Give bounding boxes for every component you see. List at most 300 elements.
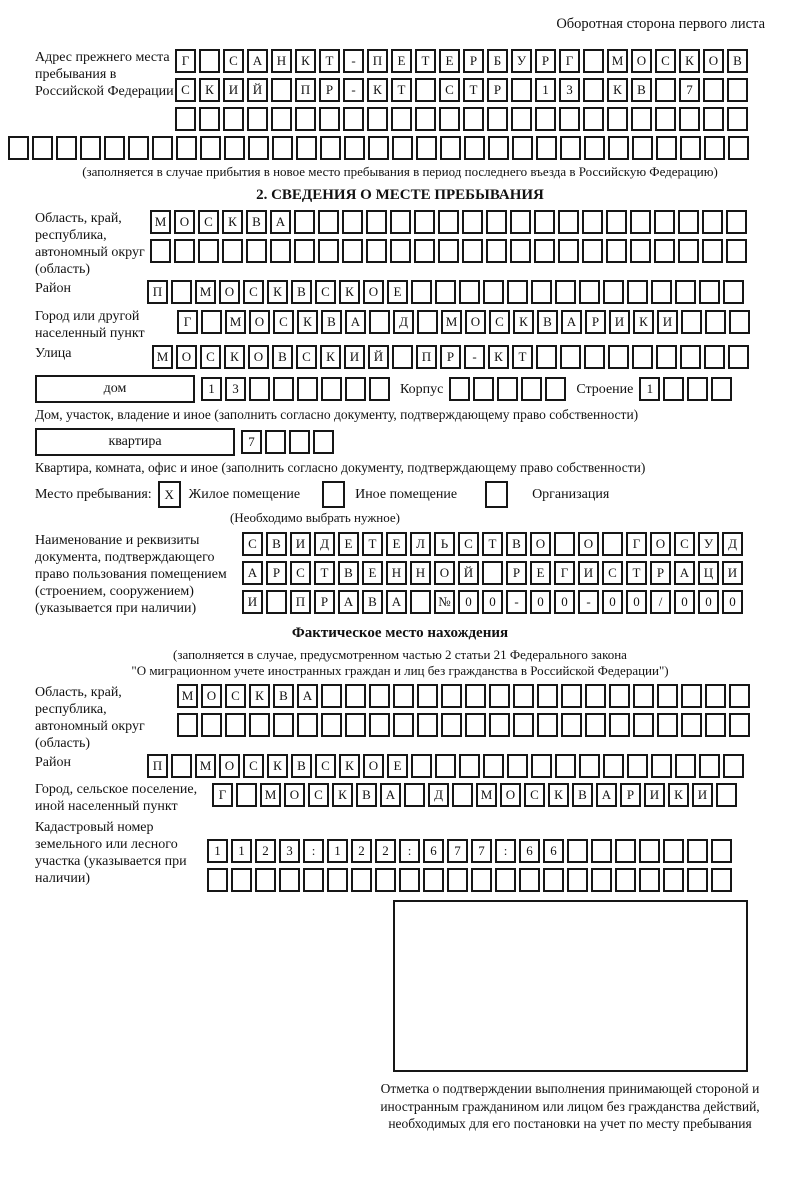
char-cell[interactable]: М <box>476 783 497 807</box>
char-cell[interactable]: В <box>272 345 293 369</box>
char-cell[interactable] <box>582 210 603 234</box>
char-cell[interactable]: С <box>315 280 336 304</box>
char-cell[interactable] <box>8 136 29 160</box>
char-cell[interactable]: Г <box>175 49 196 73</box>
char-cell[interactable] <box>201 310 222 334</box>
char-cell[interactable]: Т <box>314 561 335 585</box>
char-cell[interactable] <box>609 713 630 737</box>
char-cell[interactable] <box>439 107 460 131</box>
char-cell[interactable] <box>657 713 678 737</box>
char-cell[interactable] <box>537 713 558 737</box>
char-cell[interactable] <box>663 377 684 401</box>
char-cell[interactable] <box>175 107 196 131</box>
char-cell[interactable]: - <box>578 590 599 614</box>
char-cell[interactable] <box>536 136 557 160</box>
char-cell[interactable] <box>681 713 702 737</box>
char-cell[interactable]: С <box>296 345 317 369</box>
char-cell[interactable]: О <box>578 532 599 556</box>
char-cell[interactable]: М <box>152 345 173 369</box>
char-cell[interactable] <box>313 430 334 454</box>
char-cell[interactable] <box>201 713 222 737</box>
char-cell[interactable]: В <box>338 561 359 585</box>
char-cell[interactable]: Л <box>410 532 431 556</box>
char-cell[interactable] <box>441 684 462 708</box>
char-cell[interactable]: Е <box>391 49 412 73</box>
char-cell[interactable]: О <box>219 754 240 778</box>
char-cell[interactable] <box>703 78 724 102</box>
char-cell[interactable] <box>630 239 651 263</box>
char-cell[interactable]: Г <box>626 532 647 556</box>
char-cell[interactable] <box>390 239 411 263</box>
stay-option-checkbox-other[interactable] <box>322 481 345 508</box>
char-cell[interactable] <box>497 377 518 401</box>
char-cell[interactable]: И <box>578 561 599 585</box>
char-cell[interactable] <box>152 136 173 160</box>
char-cell[interactable]: С <box>273 310 294 334</box>
char-cell[interactable] <box>345 684 366 708</box>
char-cell[interactable] <box>487 107 508 131</box>
char-cell[interactable]: Р <box>650 561 671 585</box>
char-cell[interactable] <box>591 839 612 863</box>
char-cell[interactable]: И <box>344 345 365 369</box>
char-cell[interactable]: М <box>607 49 628 73</box>
char-cell[interactable]: К <box>297 310 318 334</box>
char-cell[interactable] <box>465 684 486 708</box>
char-cell[interactable]: О <box>530 532 551 556</box>
char-cell[interactable] <box>554 532 575 556</box>
char-cell[interactable]: 0 <box>722 590 743 614</box>
char-cell[interactable] <box>630 210 651 234</box>
char-cell[interactable] <box>249 713 270 737</box>
char-cell[interactable]: К <box>249 684 270 708</box>
char-cell[interactable] <box>567 868 588 892</box>
char-cell[interactable]: К <box>607 78 628 102</box>
char-cell[interactable]: О <box>219 280 240 304</box>
char-cell[interactable] <box>567 839 588 863</box>
char-cell[interactable]: А <box>247 49 268 73</box>
char-cell[interactable] <box>452 783 473 807</box>
char-cell[interactable] <box>231 868 252 892</box>
char-cell[interactable] <box>627 754 648 778</box>
char-cell[interactable] <box>678 239 699 263</box>
char-cell[interactable] <box>463 107 484 131</box>
char-cell[interactable]: 6 <box>543 839 564 863</box>
char-cell[interactable]: С <box>458 532 479 556</box>
char-cell[interactable]: А <box>270 210 291 234</box>
char-cell[interactable]: И <box>223 78 244 102</box>
char-cell[interactable]: С <box>524 783 545 807</box>
char-cell[interactable] <box>266 590 287 614</box>
char-cell[interactable] <box>199 107 220 131</box>
char-cell[interactable]: К <box>222 210 243 234</box>
char-cell[interactable]: Р <box>620 783 641 807</box>
char-cell[interactable]: Д <box>722 532 743 556</box>
char-cell[interactable]: Й <box>368 345 389 369</box>
char-cell[interactable]: Т <box>512 345 533 369</box>
char-cell[interactable]: О <box>248 345 269 369</box>
char-cell[interactable] <box>631 107 652 131</box>
char-cell[interactable] <box>32 136 53 160</box>
char-cell[interactable] <box>342 239 363 263</box>
char-cell[interactable]: В <box>572 783 593 807</box>
char-cell[interactable]: 7 <box>679 78 700 102</box>
char-cell[interactable] <box>440 136 461 160</box>
char-cell[interactable]: - <box>343 78 364 102</box>
char-cell[interactable]: А <box>338 590 359 614</box>
char-cell[interactable]: 3 <box>279 839 300 863</box>
char-cell[interactable]: К <box>199 78 220 102</box>
char-cell[interactable] <box>392 136 413 160</box>
char-cell[interactable] <box>128 136 149 160</box>
char-cell[interactable] <box>399 868 420 892</box>
char-cell[interactable] <box>654 210 675 234</box>
char-cell[interactable] <box>555 280 576 304</box>
char-cell[interactable] <box>585 684 606 708</box>
char-cell[interactable] <box>591 868 612 892</box>
char-cell[interactable] <box>320 136 341 160</box>
char-cell[interactable] <box>679 107 700 131</box>
char-cell[interactable]: 2 <box>351 839 372 863</box>
char-cell[interactable] <box>608 345 629 369</box>
char-cell[interactable] <box>369 713 390 737</box>
char-cell[interactable]: А <box>297 684 318 708</box>
char-cell[interactable]: С <box>175 78 196 102</box>
char-cell[interactable]: И <box>290 532 311 556</box>
char-cell[interactable]: А <box>345 310 366 334</box>
char-cell[interactable]: Т <box>362 532 383 556</box>
char-cell[interactable] <box>366 239 387 263</box>
char-cell[interactable]: К <box>267 754 288 778</box>
char-cell[interactable]: М <box>441 310 462 334</box>
char-cell[interactable] <box>224 136 245 160</box>
char-cell[interactable] <box>728 345 749 369</box>
char-cell[interactable]: С <box>200 345 221 369</box>
char-cell[interactable] <box>521 377 542 401</box>
char-cell[interactable] <box>414 239 435 263</box>
char-cell[interactable] <box>176 136 197 160</box>
char-cell[interactable]: В <box>362 590 383 614</box>
char-cell[interactable]: : <box>303 839 324 863</box>
char-cell[interactable] <box>656 345 677 369</box>
char-cell[interactable]: С <box>242 532 263 556</box>
char-cell[interactable]: : <box>495 839 516 863</box>
char-cell[interactable] <box>579 280 600 304</box>
char-cell[interactable]: 2 <box>255 839 276 863</box>
char-cell[interactable]: О <box>174 210 195 234</box>
char-cell[interactable] <box>495 868 516 892</box>
char-cell[interactable]: Д <box>428 783 449 807</box>
char-cell[interactable] <box>369 684 390 708</box>
char-cell[interactable] <box>639 868 660 892</box>
char-cell[interactable]: П <box>147 280 168 304</box>
char-cell[interactable] <box>728 136 749 160</box>
char-cell[interactable] <box>560 345 581 369</box>
char-cell[interactable] <box>435 280 456 304</box>
char-cell[interactable] <box>639 839 660 863</box>
char-cell[interactable] <box>321 684 342 708</box>
char-cell[interactable]: С <box>308 783 329 807</box>
char-cell[interactable] <box>223 107 244 131</box>
char-cell[interactable] <box>473 377 494 401</box>
char-cell[interactable] <box>294 210 315 234</box>
char-cell[interactable]: 1 <box>327 839 348 863</box>
char-cell[interactable] <box>207 868 228 892</box>
char-cell[interactable] <box>602 532 623 556</box>
char-cell[interactable] <box>404 783 425 807</box>
char-cell[interactable]: Г <box>559 49 580 73</box>
char-cell[interactable] <box>435 754 456 778</box>
char-cell[interactable] <box>449 377 470 401</box>
char-cell[interactable] <box>198 239 219 263</box>
char-cell[interactable]: Е <box>338 532 359 556</box>
char-cell[interactable]: Н <box>271 49 292 73</box>
char-cell[interactable] <box>289 430 310 454</box>
char-cell[interactable]: Т <box>415 49 436 73</box>
char-cell[interactable] <box>265 430 286 454</box>
char-cell[interactable]: О <box>284 783 305 807</box>
char-cell[interactable] <box>606 239 627 263</box>
char-cell[interactable]: К <box>367 78 388 102</box>
char-cell[interactable] <box>606 210 627 234</box>
char-cell[interactable] <box>558 210 579 234</box>
char-cell[interactable] <box>375 868 396 892</box>
char-cell[interactable]: - <box>464 345 485 369</box>
char-cell[interactable] <box>727 78 748 102</box>
char-cell[interactable] <box>368 136 389 160</box>
char-cell[interactable] <box>344 136 365 160</box>
char-cell[interactable] <box>723 754 744 778</box>
char-cell[interactable]: С <box>315 754 336 778</box>
char-cell[interactable] <box>656 136 677 160</box>
char-cell[interactable] <box>486 210 507 234</box>
char-cell[interactable]: Е <box>439 49 460 73</box>
char-cell[interactable] <box>150 239 171 263</box>
char-cell[interactable] <box>534 210 555 234</box>
char-cell[interactable] <box>489 684 510 708</box>
char-cell[interactable] <box>410 590 431 614</box>
char-cell[interactable]: Т <box>319 49 340 73</box>
char-cell[interactable]: 0 <box>530 590 551 614</box>
char-cell[interactable] <box>273 713 294 737</box>
char-cell[interactable]: К <box>488 345 509 369</box>
char-cell[interactable] <box>411 280 432 304</box>
char-cell[interactable]: Р <box>535 49 556 73</box>
char-cell[interactable] <box>174 239 195 263</box>
char-cell[interactable] <box>366 210 387 234</box>
char-cell[interactable]: Е <box>362 561 383 585</box>
char-cell[interactable] <box>555 754 576 778</box>
char-cell[interactable] <box>675 280 696 304</box>
char-cell[interactable]: В <box>246 210 267 234</box>
char-cell[interactable]: К <box>633 310 654 334</box>
char-cell[interactable] <box>558 239 579 263</box>
char-cell[interactable] <box>583 78 604 102</box>
char-cell[interactable] <box>327 868 348 892</box>
char-cell[interactable] <box>711 868 732 892</box>
char-cell[interactable] <box>417 713 438 737</box>
char-cell[interactable]: Р <box>487 78 508 102</box>
char-cell[interactable] <box>729 310 750 334</box>
char-cell[interactable]: Й <box>247 78 268 102</box>
char-cell[interactable] <box>633 713 654 737</box>
char-cell[interactable] <box>561 684 582 708</box>
char-cell[interactable] <box>702 210 723 234</box>
char-cell[interactable]: В <box>631 78 652 102</box>
char-cell[interactable] <box>678 210 699 234</box>
char-cell[interactable] <box>603 754 624 778</box>
char-cell[interactable]: К <box>224 345 245 369</box>
char-cell[interactable]: В <box>321 310 342 334</box>
char-cell[interactable] <box>249 377 270 401</box>
char-cell[interactable]: А <box>386 590 407 614</box>
char-cell[interactable] <box>462 239 483 263</box>
char-cell[interactable] <box>342 210 363 234</box>
char-cell[interactable] <box>535 107 556 131</box>
char-cell[interactable] <box>603 280 624 304</box>
char-cell[interactable]: 0 <box>626 590 647 614</box>
char-cell[interactable] <box>390 210 411 234</box>
char-cell[interactable] <box>582 239 603 263</box>
char-cell[interactable] <box>559 107 580 131</box>
char-cell[interactable]: М <box>225 310 246 334</box>
char-cell[interactable]: О <box>249 310 270 334</box>
char-cell[interactable] <box>367 107 388 131</box>
char-cell[interactable]: 6 <box>519 839 540 863</box>
char-cell[interactable] <box>279 868 300 892</box>
char-cell[interactable]: Р <box>319 78 340 102</box>
char-cell[interactable] <box>296 136 317 160</box>
char-cell[interactable]: К <box>513 310 534 334</box>
char-cell[interactable] <box>632 345 653 369</box>
char-cell[interactable] <box>687 377 708 401</box>
char-cell[interactable] <box>369 310 390 334</box>
char-cell[interactable] <box>711 839 732 863</box>
char-cell[interactable] <box>447 868 468 892</box>
char-cell[interactable]: К <box>332 783 353 807</box>
char-cell[interactable] <box>510 210 531 234</box>
char-cell[interactable]: А <box>380 783 401 807</box>
char-cell[interactable]: Б <box>487 49 508 73</box>
char-cell[interactable] <box>705 310 726 334</box>
char-cell[interactable] <box>680 136 701 160</box>
char-cell[interactable] <box>489 713 510 737</box>
char-cell[interactable] <box>321 713 342 737</box>
char-cell[interactable]: 1 <box>201 377 222 401</box>
char-cell[interactable]: О <box>703 49 724 73</box>
char-cell[interactable] <box>633 684 654 708</box>
char-cell[interactable] <box>297 713 318 737</box>
char-cell[interactable] <box>343 107 364 131</box>
char-cell[interactable]: П <box>416 345 437 369</box>
char-cell[interactable]: К <box>679 49 700 73</box>
char-cell[interactable] <box>615 839 636 863</box>
char-cell[interactable] <box>584 345 605 369</box>
char-cell[interactable] <box>415 78 436 102</box>
char-cell[interactable] <box>465 713 486 737</box>
char-cell[interactable] <box>255 868 276 892</box>
char-cell[interactable] <box>657 684 678 708</box>
char-cell[interactable]: О <box>363 280 384 304</box>
char-cell[interactable]: М <box>177 684 198 708</box>
char-cell[interactable]: С <box>290 561 311 585</box>
char-cell[interactable]: А <box>674 561 695 585</box>
char-cell[interactable] <box>483 754 504 778</box>
char-cell[interactable]: Р <box>440 345 461 369</box>
char-cell[interactable] <box>608 136 629 160</box>
char-cell[interactable] <box>318 239 339 263</box>
char-cell[interactable] <box>663 868 684 892</box>
char-cell[interactable] <box>687 868 708 892</box>
char-cell[interactable] <box>104 136 125 160</box>
char-cell[interactable] <box>699 754 720 778</box>
char-cell[interactable] <box>655 107 676 131</box>
char-cell[interactable] <box>271 78 292 102</box>
char-cell[interactable] <box>510 239 531 263</box>
char-cell[interactable] <box>345 713 366 737</box>
char-cell[interactable] <box>726 210 747 234</box>
char-cell[interactable]: С <box>223 49 244 73</box>
char-cell[interactable] <box>511 107 532 131</box>
char-cell[interactable]: К <box>339 280 360 304</box>
char-cell[interactable]: 7 <box>471 839 492 863</box>
char-cell[interactable]: 0 <box>458 590 479 614</box>
char-cell[interactable]: 0 <box>674 590 695 614</box>
char-cell[interactable] <box>247 107 268 131</box>
char-cell[interactable] <box>651 280 672 304</box>
char-cell[interactable] <box>681 310 702 334</box>
char-cell[interactable]: С <box>243 280 264 304</box>
char-cell[interactable] <box>507 754 528 778</box>
char-cell[interactable] <box>391 107 412 131</box>
char-cell[interactable]: Г <box>212 783 233 807</box>
char-cell[interactable]: П <box>290 590 311 614</box>
char-cell[interactable]: Т <box>463 78 484 102</box>
char-cell[interactable]: 1 <box>207 839 228 863</box>
char-cell[interactable]: 1 <box>535 78 556 102</box>
char-cell[interactable] <box>579 754 600 778</box>
char-cell[interactable] <box>462 210 483 234</box>
char-cell[interactable] <box>295 107 316 131</box>
char-cell[interactable] <box>319 107 340 131</box>
char-cell[interactable]: В <box>291 280 312 304</box>
char-cell[interactable] <box>471 868 492 892</box>
char-cell[interactable] <box>705 684 726 708</box>
char-cell[interactable]: Т <box>626 561 647 585</box>
char-cell[interactable]: О <box>434 561 455 585</box>
char-cell[interactable] <box>270 239 291 263</box>
char-cell[interactable] <box>729 713 750 737</box>
char-cell[interactable] <box>483 280 504 304</box>
char-cell[interactable]: С <box>225 684 246 708</box>
char-cell[interactable]: О <box>201 684 222 708</box>
char-cell[interactable] <box>716 783 737 807</box>
char-cell[interactable] <box>414 210 435 234</box>
char-cell[interactable] <box>273 377 294 401</box>
char-cell[interactable] <box>711 377 732 401</box>
stay-option-checkbox-organization[interactable] <box>485 481 508 508</box>
char-cell[interactable]: Р <box>314 590 335 614</box>
char-cell[interactable] <box>393 713 414 737</box>
char-cell[interactable]: М <box>150 210 171 234</box>
char-cell[interactable]: П <box>147 754 168 778</box>
char-cell[interactable] <box>681 684 702 708</box>
char-cell[interactable]: Н <box>410 561 431 585</box>
char-cell[interactable]: И <box>644 783 665 807</box>
char-cell[interactable] <box>236 783 257 807</box>
char-cell[interactable]: Д <box>314 532 335 556</box>
char-cell[interactable] <box>583 107 604 131</box>
char-cell[interactable]: Й <box>458 561 479 585</box>
